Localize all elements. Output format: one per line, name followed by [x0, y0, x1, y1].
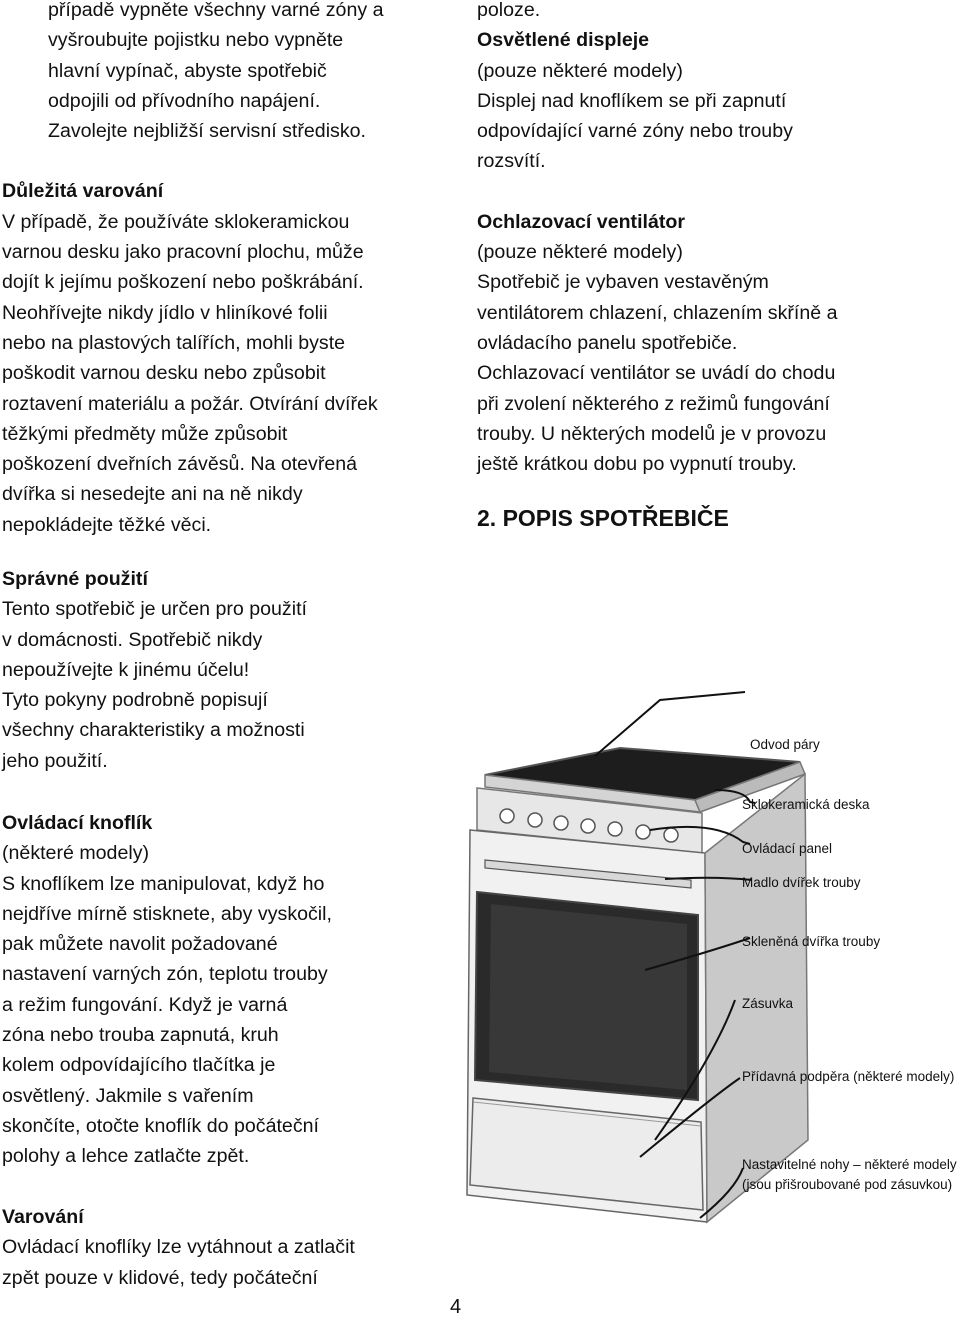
correct-use-heading: Správné použití [2, 568, 148, 590]
text-line: (některé modely) [2, 842, 150, 865]
text-line: odpojili od přívodního napájení. [48, 89, 321, 112]
text-line: Ochlazovací ventilátor se uvádí do chodu [477, 362, 836, 385]
text-line: odpovídající varné zóny nebo trouby [477, 120, 793, 143]
text-line: dvířka si nesedejte ani na ně nikdy [2, 483, 303, 506]
text-line: zpět pouze v klidové, tedy počáteční [2, 1266, 318, 1289]
text-line: poškození dveřních závěsů. Na otevřená [2, 453, 358, 476]
callout-door-handle: Madlo dvířek trouby [742, 875, 861, 890]
text-line: nepokládejte těžké věci. [2, 513, 212, 536]
text-line: Ovládací knoflíky lze vytáhnout a zatlačit [2, 1236, 355, 1259]
text-line: v domácnosti. Spotřebič nikdy [2, 628, 263, 651]
text-line: Tyto pokyny podrobně popisují [2, 689, 268, 712]
page-number: 4 [450, 1296, 462, 1318]
text-line: při zvolení některého z režimů fungování [477, 392, 830, 415]
text-line: Zavolejte nejbližší servisní středisko. [48, 120, 366, 143]
callout-drawer: Zásuvka [742, 996, 794, 1011]
callout-control-panel: Ovládací panel [742, 841, 833, 856]
text-line: skončíte, otočte knoflík do počáteční [2, 1114, 319, 1137]
text-line: nebo na plastových talířích, mohli byste [2, 331, 346, 354]
text-line: roztavení materiálu a požár. Otvírání dvířek [2, 392, 378, 415]
text-line: poškodit varnou desku nebo způsobit [2, 362, 326, 385]
fan-heading: Ochlazovací ventilátor [477, 210, 685, 233]
text-line: nejdříve mírně stisknete, aby vyskočil, [2, 902, 332, 925]
text-line: hlavní vypínač, abyste spotřebič [48, 59, 327, 82]
text-line: (pouze některé modely) [477, 241, 683, 264]
control-knob-block [2, 808, 422, 1172]
callout-adjustable-feet: Nastavitelné nohy – některé modely [742, 1157, 957, 1172]
correct-use-block [2, 564, 422, 776]
section-title: 2. POPIS SPOTŘEBIČE [477, 505, 729, 531]
text-line: S knoflíkem lze manipulovat, když ho [2, 872, 325, 895]
warning-heading: Varování [2, 1206, 84, 1228]
text-line: nepoužívejte k jinému účelu! [2, 658, 250, 681]
text-line: Tento spotřebič je určen pro použití [2, 598, 307, 621]
text-line: Neohřívejte nikdy jídlo v hliníkové folii [2, 301, 328, 324]
callout-glass-door: Skleněná dvířka trouby [742, 934, 881, 949]
callout-adjustable-feet-note: (jsou přišroubované pod zásuvkou) [742, 1177, 953, 1192]
text-line: ještě krátkou dobu po vypnutí trouby. [477, 453, 797, 476]
text-line: těžkými předměty může způsobit [2, 422, 288, 445]
text-line: jeho použití. [2, 749, 108, 772]
callout-ceramic-hob: Sklokeramická deska [742, 797, 870, 812]
text-line: dojít k jejímu poškození nebo poškrábání. [2, 271, 364, 294]
callout-extra-support: Přídavná podpěra (některé modely) [742, 1069, 955, 1084]
text-line: varnou desku jako pracovní plochu, může [2, 241, 364, 264]
text-line: kolem odpovídajícího tlačítka je [2, 1054, 276, 1077]
text-line: ventilátorem chlazení, chlazením skříně a [477, 301, 838, 324]
text-line: osvětlený. Jakmile s vařením [2, 1084, 254, 1107]
text-line: trouby. U některých modelů je v provozu [477, 422, 827, 445]
cooker-illustration [415, 670, 960, 1230]
warnings-heading: Důležitá varování [2, 180, 164, 203]
text-line: Displej nad knoflíkem se při zapnutí [477, 89, 787, 112]
right-top-block [477, 0, 947, 479]
text-line: případě vypněte všechny varné zóny a [48, 0, 384, 21]
control-knob-heading: Ovládací knoflík [2, 812, 153, 834]
text-line: Spotřebič je vybaven vestavěným [477, 271, 769, 294]
left-top-block [2, 0, 447, 540]
text-line: (pouze některé modely) [477, 59, 683, 82]
text-line: poloze. [477, 0, 541, 21]
text-line: zóna nebo trouba zapnutá, kruh [2, 1024, 279, 1047]
text-line: polohy a lehce zatlačte zpět. [2, 1145, 250, 1168]
text-line: všechny charakteristiky a možnosti [2, 719, 305, 742]
text-line: V případě, že používáte sklokeramickou [2, 210, 350, 233]
text-line: nastavení varných zón, teplotu trouby [2, 963, 328, 986]
warning-block [2, 1202, 447, 1293]
displays-heading: Osvětlené displeje [477, 29, 650, 52]
text-line: vyšroubujte pojistku nebo vypněte [48, 29, 344, 52]
text-line: ovládacího panelu spotřebiče. [477, 331, 738, 354]
callout-steam-outlet: Odvod páry [750, 737, 820, 752]
text-line: rozsvítí. [477, 150, 546, 173]
text-line: a režim fungování. Když je varná [2, 993, 288, 1016]
text-line: pak můžete navolit požadované [2, 933, 278, 956]
